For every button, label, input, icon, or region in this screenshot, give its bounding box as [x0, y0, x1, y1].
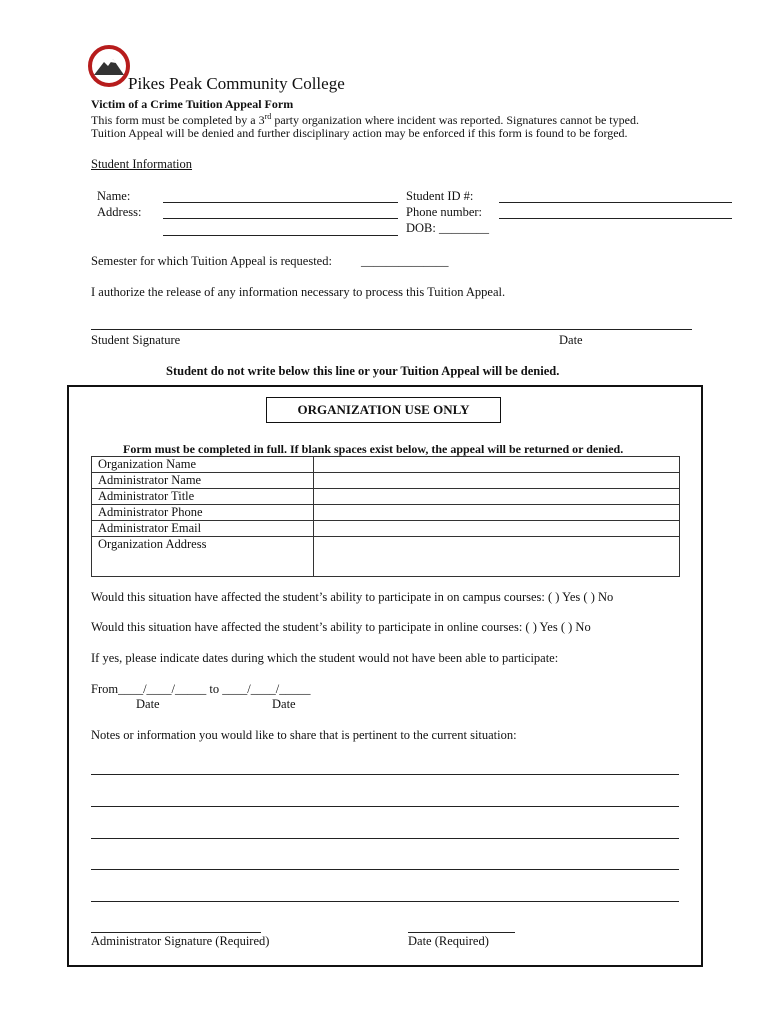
instructions-line-1: This form must be completed by a 3rd party organization where incident was reported. Signatures cannot be typed.	[91, 112, 639, 127]
organization-table	[91, 456, 680, 577]
org-address-label: Organization Address	[92, 537, 314, 577]
notes-line-3[interactable]	[91, 838, 679, 839]
student-signature-line[interactable]	[91, 329, 692, 330]
warning-text: Student do not write below this line or your Tuition Appeal will be denied.	[166, 364, 560, 378]
notes-line-1[interactable]	[91, 774, 679, 775]
authorize-statement: I authorize the release of any information necessary to process this Tuition Appeal.	[91, 285, 506, 299]
organization-use-only-title: ORGANIZATION USE ONLY	[266, 397, 501, 423]
admin-phone-label: Administrator Phone	[92, 505, 314, 521]
name-label: Name:	[97, 189, 131, 203]
student-signature-label: Student Signature	[91, 333, 181, 347]
college-name: Pikes Peak Community College	[128, 74, 345, 93]
question-online[interactable]: Would this situation have affected the student’s ability to participate in online courses: ( ) Yes ( ) No	[91, 620, 591, 634]
table-row	[92, 457, 680, 473]
student-id-label: Student ID #:	[406, 189, 474, 203]
student-date-label: Date	[559, 333, 583, 347]
admin-title-label: Administrator Title	[92, 489, 314, 505]
semester-field[interactable]: ______________	[361, 254, 449, 268]
admin-email-field[interactable]	[314, 521, 680, 537]
org-address-field[interactable]	[314, 537, 680, 577]
must-complete-notice: Form must be completed in full. If blank spaces exist below, the appeal will be returned or denied.	[123, 442, 624, 456]
date-range-field[interactable]: From____/____/_____ to ____/____/_____	[91, 682, 311, 696]
address-label: Address:	[97, 205, 142, 219]
table-row	[92, 489, 680, 505]
address-field-line-2[interactable]	[163, 235, 398, 236]
from-date-label: Date	[136, 697, 160, 711]
notes-label: Notes or information you would like to share that is pertinent to the current situation:	[91, 728, 517, 742]
phone-label: Phone number:	[406, 205, 483, 219]
student-info-heading: Student Information	[91, 157, 193, 171]
address-field-line-1[interactable]	[163, 218, 398, 219]
admin-email-label: Administrator Email	[92, 521, 314, 537]
semester-label: Semester for which Tuition Appeal is requested:	[91, 254, 332, 268]
notes-line-2[interactable]	[91, 806, 679, 807]
table-row	[92, 537, 680, 577]
admin-signature-line[interactable]	[91, 932, 261, 933]
org-name-label: Organization Name	[92, 457, 314, 473]
question-dates: If yes, please indicate dates during which the student would not have been able to participate:	[91, 651, 559, 665]
org-name-field[interactable]	[314, 457, 680, 473]
form-title: Victim of a Crime Tuition Appeal Form	[91, 97, 294, 111]
phone-field[interactable]	[499, 218, 732, 219]
notes-line-5[interactable]	[91, 901, 679, 902]
admin-phone-field[interactable]	[314, 505, 680, 521]
name-field[interactable]	[163, 202, 398, 203]
to-date-label: Date	[272, 697, 296, 711]
instructions-line-2: Tuition Appeal will be denied and further disciplinary action may be enforced if this form is found to be forged.	[91, 126, 628, 140]
table-row	[92, 521, 680, 537]
college-logo	[88, 45, 130, 87]
table-row	[92, 473, 680, 489]
admin-date-line[interactable]	[408, 932, 515, 933]
admin-name-field[interactable]	[314, 473, 680, 489]
dob-label[interactable]: DOB: ________	[406, 221, 489, 235]
admin-name-label: Administrator Name	[92, 473, 314, 489]
admin-title-field[interactable]	[314, 489, 680, 505]
table-row	[92, 505, 680, 521]
admin-date-label: Date (Required)	[408, 934, 489, 948]
admin-signature-label: Administrator Signature (Required)	[91, 934, 270, 948]
student-id-field[interactable]	[499, 202, 732, 203]
notes-line-4[interactable]	[91, 869, 679, 870]
question-on-campus[interactable]: Would this situation have affected the student’s ability to participate in on campus courses: ( ) Yes ( ) No	[91, 590, 614, 604]
